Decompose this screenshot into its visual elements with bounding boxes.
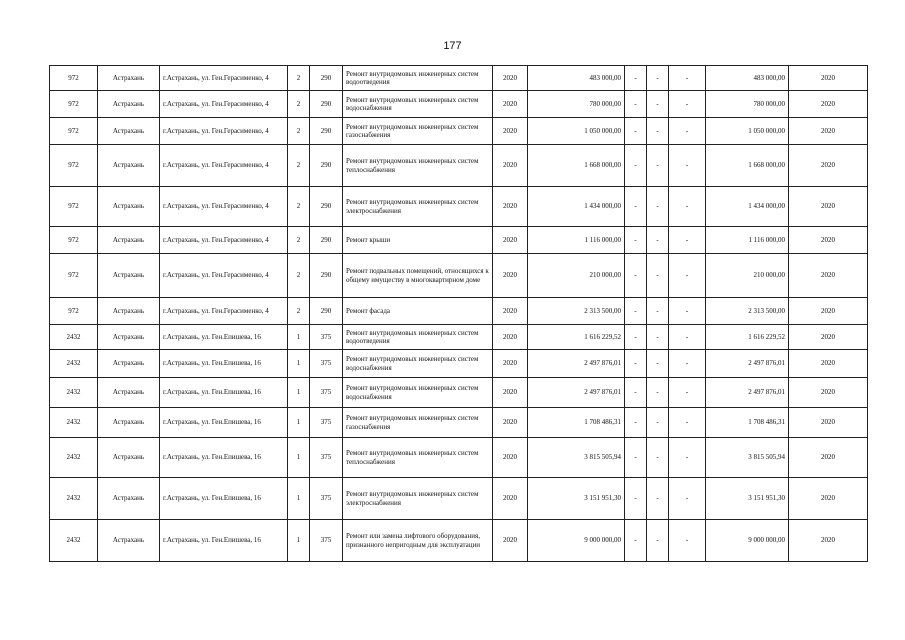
amount-cell: 210 000,00	[528, 254, 625, 298]
work-type-cell: Ремонт внутридомовых инженерных систем электроснабжения	[343, 187, 493, 227]
area-cell: 375	[310, 408, 343, 438]
total-cell: 1 668 000,00	[706, 145, 789, 187]
dash-cell: -	[647, 325, 669, 350]
entrances-cell: 1	[288, 408, 310, 438]
year-cell: 2020	[493, 325, 528, 350]
area-cell: 290	[310, 118, 343, 145]
completion-year-cell: 2020	[789, 520, 868, 562]
total-cell: 2 313 500,00	[706, 298, 789, 325]
dash-cell: -	[625, 298, 647, 325]
row-number-cell: 972	[50, 187, 98, 227]
table-row	[50, 254, 868, 298]
row-number-cell: 972	[50, 227, 98, 254]
year-cell: 2020	[493, 408, 528, 438]
completion-year-cell: 2020	[789, 227, 868, 254]
amount-cell: 3 151 951,30	[528, 478, 625, 520]
dash-cell: -	[669, 66, 706, 91]
entrances-cell: 1	[288, 378, 310, 408]
work-type-cell: Ремонт внутридомовых инженерных систем водоснабжения	[343, 91, 493, 118]
entrances-cell: 1	[288, 478, 310, 520]
total-cell: 2 497 876,01	[706, 378, 789, 408]
area-cell: 290	[310, 66, 343, 91]
completion-year-cell: 2020	[789, 325, 868, 350]
address-cell: г.Астрахань, ул. Ген.Герасименко, 4	[160, 254, 288, 298]
city-cell: Астрахань	[98, 66, 160, 91]
work-type-cell: Ремонт внутридомовых инженерных систем теплоснабжения	[343, 145, 493, 187]
area-cell: 375	[310, 520, 343, 562]
dash-cell: -	[647, 91, 669, 118]
table-row	[50, 478, 868, 520]
dash-cell: -	[669, 227, 706, 254]
city-cell: Астрахань	[98, 408, 160, 438]
row-number-cell: 972	[50, 66, 98, 91]
amount-cell: 1 050 000,00	[528, 118, 625, 145]
dash-cell: -	[625, 520, 647, 562]
work-type-cell: Ремонт внутридомовых инженерных систем газоснабжения	[343, 408, 493, 438]
completion-year-cell: 2020	[789, 350, 868, 378]
area-cell: 290	[310, 187, 343, 227]
entrances-cell: 2	[288, 66, 310, 91]
address-cell: г.Астрахань, ул. Ген.Герасименко, 4	[160, 187, 288, 227]
table-row	[50, 520, 868, 562]
row-number-cell: 972	[50, 118, 98, 145]
address-cell: г.Астрахань, ул. Ген.Герасименко, 4	[160, 227, 288, 254]
row-number-cell: 2432	[50, 438, 98, 478]
dash-cell: -	[625, 438, 647, 478]
year-cell: 2020	[493, 478, 528, 520]
total-cell: 1 616 229,52	[706, 325, 789, 350]
city-cell: Астрахань	[98, 91, 160, 118]
address-cell: г.Астрахань, ул. Ген.Герасименко, 4	[160, 91, 288, 118]
row-number-cell: 2432	[50, 350, 98, 378]
area-cell: 290	[310, 91, 343, 118]
dash-cell: -	[625, 254, 647, 298]
dash-cell: -	[625, 408, 647, 438]
amount-cell: 1 434 000,00	[528, 187, 625, 227]
total-cell: 210 000,00	[706, 254, 789, 298]
dash-cell: -	[669, 187, 706, 227]
area-cell: 375	[310, 478, 343, 520]
city-cell: Астрахань	[98, 227, 160, 254]
dash-cell: -	[669, 350, 706, 378]
completion-year-cell: 2020	[789, 91, 868, 118]
amount-cell: 2 313 500,00	[528, 298, 625, 325]
dash-cell: -	[625, 325, 647, 350]
dash-cell: -	[669, 118, 706, 145]
amount-cell: 1 668 000,00	[528, 145, 625, 187]
area-cell: 375	[310, 325, 343, 350]
year-cell: 2020	[493, 118, 528, 145]
dash-cell: -	[669, 478, 706, 520]
address-cell: г.Астрахань, ул. Ген.Епишева, 16	[160, 520, 288, 562]
year-cell: 2020	[493, 187, 528, 227]
city-cell: Астрахань	[98, 254, 160, 298]
row-number-cell: 2432	[50, 378, 98, 408]
year-cell: 2020	[493, 350, 528, 378]
amount-cell: 3 815 505,94	[528, 438, 625, 478]
dash-cell: -	[647, 254, 669, 298]
dash-cell: -	[647, 478, 669, 520]
total-cell: 2 497 876,01	[706, 350, 789, 378]
entrances-cell: 2	[288, 187, 310, 227]
dash-cell: -	[647, 438, 669, 478]
work-type-cell: Ремонт внутридомовых инженерных систем газоснабжения	[343, 118, 493, 145]
amount-cell: 1 616 229,52	[528, 325, 625, 350]
city-cell: Астрахань	[98, 298, 160, 325]
address-cell: г.Астрахань, ул. Ген.Епишева, 16	[160, 350, 288, 378]
dash-cell: -	[625, 66, 647, 91]
total-cell: 9 000 000,00	[706, 520, 789, 562]
table-row	[50, 91, 868, 118]
area-cell: 290	[310, 254, 343, 298]
year-cell: 2020	[493, 520, 528, 562]
entrances-cell: 2	[288, 145, 310, 187]
address-cell: г.Астрахань, ул. Ген.Епишева, 16	[160, 378, 288, 408]
amount-cell: 483 000,00	[528, 66, 625, 91]
completion-year-cell: 2020	[789, 187, 868, 227]
city-cell: Астрахань	[98, 145, 160, 187]
dash-cell: -	[647, 66, 669, 91]
dash-cell: -	[669, 408, 706, 438]
city-cell: Астрахань	[98, 438, 160, 478]
year-cell: 2020	[493, 227, 528, 254]
dash-cell: -	[625, 187, 647, 227]
address-cell: г.Астрахань, ул. Ген.Епишева, 16	[160, 325, 288, 350]
completion-year-cell: 2020	[789, 478, 868, 520]
work-type-cell: Ремонт подвальных помещений, относящихся к общему имуществу в многоквартирном доме	[343, 254, 493, 298]
area-cell: 375	[310, 378, 343, 408]
total-cell: 1 116 000,00	[706, 227, 789, 254]
entrances-cell: 1	[288, 438, 310, 478]
area-cell: 290	[310, 227, 343, 254]
completion-year-cell: 2020	[789, 298, 868, 325]
total-cell: 3 151 951,30	[706, 478, 789, 520]
address-cell: г.Астрахань, ул. Ген.Герасименко, 4	[160, 298, 288, 325]
dash-cell: -	[647, 227, 669, 254]
dash-cell: -	[625, 91, 647, 118]
row-number-cell: 972	[50, 254, 98, 298]
address-cell: г.Астрахань, ул. Ген.Епишева, 16	[160, 478, 288, 520]
year-cell: 2020	[493, 378, 528, 408]
dash-cell: -	[625, 350, 647, 378]
total-cell: 3 815 505,94	[706, 438, 789, 478]
dash-cell: -	[669, 91, 706, 118]
dash-cell: -	[647, 187, 669, 227]
entrances-cell: 2	[288, 91, 310, 118]
work-type-cell: Ремонт внутридомовых инженерных систем электроснабжения	[343, 478, 493, 520]
completion-year-cell: 2020	[789, 145, 868, 187]
total-cell: 483 000,00	[706, 66, 789, 91]
dash-cell: -	[669, 298, 706, 325]
amount-cell: 9 000 000,00	[528, 520, 625, 562]
city-cell: Астрахань	[98, 378, 160, 408]
area-cell: 290	[310, 298, 343, 325]
amount-cell: 2 497 876,01	[528, 378, 625, 408]
completion-year-cell: 2020	[789, 254, 868, 298]
table-row	[50, 408, 868, 438]
dash-cell: -	[669, 378, 706, 408]
total-cell: 1 050 000,00	[706, 118, 789, 145]
table-row	[50, 298, 868, 325]
work-type-cell: Ремонт внутридомовых инженерных систем водоотведения	[343, 325, 493, 350]
total-cell: 1 434 000,00	[706, 187, 789, 227]
row-number-cell: 2432	[50, 478, 98, 520]
table-body	[50, 66, 868, 562]
row-number-cell: 972	[50, 91, 98, 118]
dash-cell: -	[647, 378, 669, 408]
row-number-cell: 972	[50, 298, 98, 325]
year-cell: 2020	[493, 438, 528, 478]
amount-cell: 1 708 486,31	[528, 408, 625, 438]
dash-cell: -	[647, 145, 669, 187]
work-type-cell: Ремонт фасада	[343, 298, 493, 325]
table-row	[50, 118, 868, 145]
entrances-cell: 2	[288, 298, 310, 325]
address-cell: г.Астрахань, ул. Ген.Герасименко, 4	[160, 66, 288, 91]
table-row	[50, 66, 868, 91]
table-row	[50, 145, 868, 187]
area-cell: 375	[310, 438, 343, 478]
city-cell: Астрахань	[98, 187, 160, 227]
completion-year-cell: 2020	[789, 408, 868, 438]
completion-year-cell: 2020	[789, 378, 868, 408]
city-cell: Астрахань	[98, 118, 160, 145]
work-type-cell: Ремонт внутридомовых инженерных систем водоснабжения	[343, 350, 493, 378]
completion-year-cell: 2020	[789, 438, 868, 478]
year-cell: 2020	[493, 254, 528, 298]
table-row	[50, 350, 868, 378]
amount-cell: 1 116 000,00	[528, 227, 625, 254]
address-cell: г.Астрахань, ул. Ген.Епишева, 16	[160, 438, 288, 478]
address-cell: г.Астрахань, ул. Ген.Герасименко, 4	[160, 145, 288, 187]
dash-cell: -	[625, 145, 647, 187]
dash-cell: -	[669, 520, 706, 562]
city-cell: Астрахань	[98, 350, 160, 378]
area-cell: 290	[310, 145, 343, 187]
dash-cell: -	[669, 438, 706, 478]
dash-cell: -	[647, 408, 669, 438]
city-cell: Астрахань	[98, 325, 160, 350]
city-cell: Астрахань	[98, 520, 160, 562]
dash-cell: -	[625, 227, 647, 254]
work-type-cell: Ремонт крыши	[343, 227, 493, 254]
work-type-cell: Ремонт или замена лифтового оборудования, признанного непригодным для эксплуатации	[343, 520, 493, 562]
entrances-cell: 2	[288, 227, 310, 254]
amount-cell: 2 497 876,01	[528, 350, 625, 378]
city-cell: Астрахань	[98, 478, 160, 520]
entrances-cell: 1	[288, 325, 310, 350]
completion-year-cell: 2020	[789, 66, 868, 91]
dash-cell: -	[625, 378, 647, 408]
row-number-cell: 2432	[50, 520, 98, 562]
amount-cell: 780 000,00	[528, 91, 625, 118]
table-row	[50, 325, 868, 350]
year-cell: 2020	[493, 298, 528, 325]
area-cell: 375	[310, 350, 343, 378]
page-number: 177	[443, 40, 462, 52]
capital-repair-table	[49, 65, 868, 562]
dash-cell: -	[625, 478, 647, 520]
entrances-cell: 1	[288, 350, 310, 378]
table-row	[50, 438, 868, 478]
entrances-cell: 2	[288, 254, 310, 298]
row-number-cell: 972	[50, 145, 98, 187]
row-number-cell: 2432	[50, 325, 98, 350]
dash-cell: -	[669, 145, 706, 187]
entrances-cell: 2	[288, 118, 310, 145]
dash-cell: -	[669, 325, 706, 350]
table-row	[50, 187, 868, 227]
year-cell: 2020	[493, 145, 528, 187]
dash-cell: -	[669, 254, 706, 298]
row-number-cell: 2432	[50, 408, 98, 438]
year-cell: 2020	[493, 66, 528, 91]
work-type-cell: Ремонт внутридомовых инженерных систем водоотведения	[343, 66, 493, 91]
dash-cell: -	[647, 298, 669, 325]
year-cell: 2020	[493, 91, 528, 118]
dash-cell: -	[625, 118, 647, 145]
completion-year-cell: 2020	[789, 118, 868, 145]
work-type-cell: Ремонт внутридомовых инженерных систем водоснабжения	[343, 378, 493, 408]
work-type-cell: Ремонт внутридомовых инженерных систем теплоснабжения	[343, 438, 493, 478]
dash-cell: -	[647, 520, 669, 562]
total-cell: 780 000,00	[706, 91, 789, 118]
table-row	[50, 227, 868, 254]
table-row	[50, 378, 868, 408]
dash-cell: -	[647, 350, 669, 378]
entrances-cell: 1	[288, 520, 310, 562]
dash-cell: -	[647, 118, 669, 145]
address-cell: г.Астрахань, ул. Ген.Епишева, 16	[160, 408, 288, 438]
address-cell: г.Астрахань, ул. Ген.Герасименко, 4	[160, 118, 288, 145]
total-cell: 1 708 486,31	[706, 408, 789, 438]
